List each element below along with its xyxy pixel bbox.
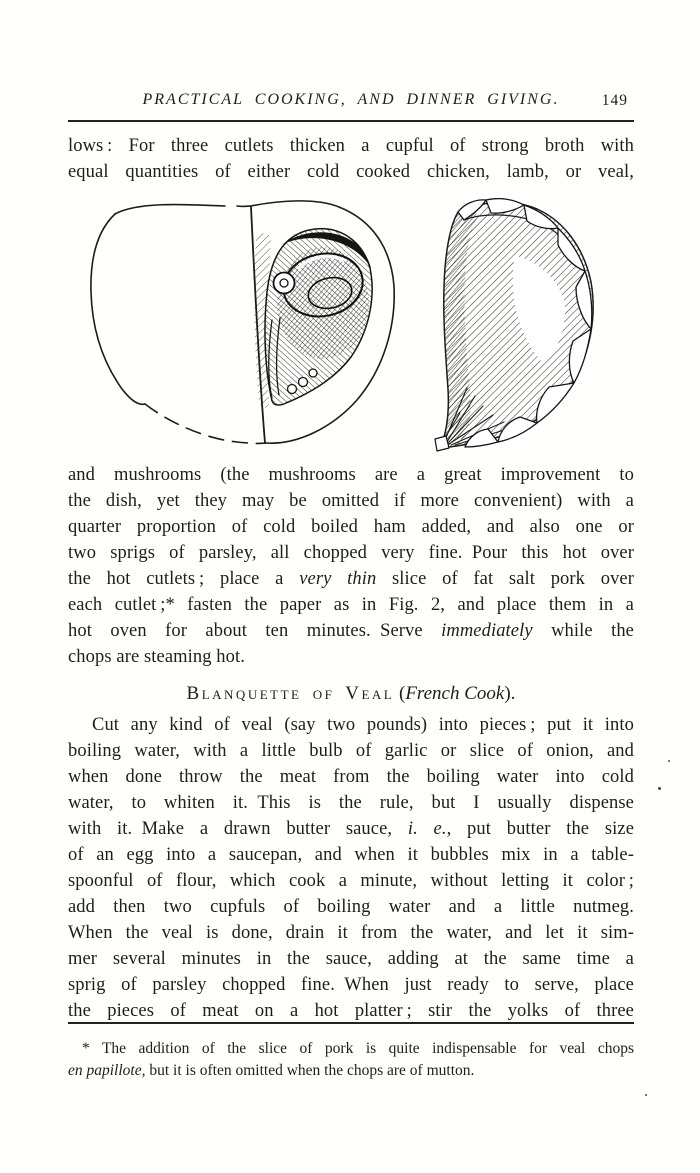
scan-speck <box>658 787 661 790</box>
text-segment: spoonful of flour, which cook a minute, without letting it color ; <box>68 871 634 891</box>
text-segment: slice of fat salt pork over <box>376 569 634 589</box>
header-rule <box>68 120 634 122</box>
text-segment: lows : For three cutlets thicken a cupful of strong broth with <box>68 136 634 156</box>
text-line <box>68 868 634 894</box>
text-line <box>68 972 634 998</box>
page-number: 149 <box>601 92 628 109</box>
text-segment: when done throw the meat from the boiling water into cold <box>68 767 634 787</box>
text-segment: with it. Make a drawn butter sauce, <box>68 819 408 839</box>
text-segment: very thin <box>299 569 377 589</box>
text-segment: * The addition of the slice of pork is quite indispensable for veal chops <box>82 1040 634 1057</box>
text-segment: en papillote <box>68 1061 142 1079</box>
text-line <box>68 540 634 566</box>
text-segment: sprig of parsley chopped fine. When just ready to serve, place <box>68 975 634 995</box>
paragraph-cutlet-sauce <box>68 462 634 670</box>
text-segment: chops are steaming hot. <box>68 647 245 667</box>
text-line <box>68 1038 634 1060</box>
text-segment: two sprigs of parsley, all chopped very fine. Pour this hot over <box>68 543 634 563</box>
text-segment: the hot cutlets ; place a <box>68 569 300 589</box>
text-segment: the pieces of meat on a hot platter ; stir the yolks of three <box>68 1001 634 1021</box>
text-line <box>68 764 634 790</box>
scan-speck <box>668 760 670 762</box>
footnote-rule <box>68 1022 634 1024</box>
text-segment: French Cook <box>405 683 505 704</box>
text-segment: of an egg into a saucepan, and when it bubbles mix in a table- <box>68 845 634 865</box>
text-line <box>68 514 634 540</box>
text-line <box>68 738 634 764</box>
text-segment: mer several minutes in the sauce, adding at the same time a <box>68 949 634 969</box>
running-title: PRACTICAL COOKING, AND DINNER GIVING. <box>142 91 560 108</box>
running-header <box>68 91 634 115</box>
text-line <box>68 618 634 644</box>
text-segment: each cutlet ;* fasten the paper as in Fig. 2, and place them in a <box>68 595 634 615</box>
text-line <box>68 133 634 159</box>
text-line <box>68 816 634 842</box>
text-segment: ( <box>394 683 406 704</box>
text-segment: put butter the size <box>451 819 635 839</box>
paragraph-blanquette <box>68 712 634 1024</box>
text-line <box>68 998 634 1024</box>
text-line <box>68 644 634 670</box>
text-segment: immediately <box>441 621 533 641</box>
text-line <box>68 1060 634 1082</box>
engraving-folded-paper-case <box>435 199 593 451</box>
text-segment: quarter proportion of cold boiled ham added, and also one or <box>68 517 634 537</box>
figure-papillote-engravings <box>85 198 645 456</box>
text-line <box>68 712 634 738</box>
text-line <box>68 894 634 920</box>
text-segment: i. e., <box>407 819 452 839</box>
text-line <box>68 946 634 972</box>
text-segment: Cut any kind of veal (say two pounds) into pieces ; put it into <box>92 715 634 735</box>
text-line <box>68 790 634 816</box>
scan-speck <box>645 1094 647 1096</box>
text-line <box>68 842 634 868</box>
text-segment: water, to whiten it. This is the rule, but I usually dispense <box>68 793 634 813</box>
footnote <box>68 1038 634 1081</box>
text-line <box>68 159 634 185</box>
text-line <box>68 462 634 488</box>
engraving-open-paper-case <box>91 201 394 444</box>
text-segment: When the veal is done, drain it from the water, and let it sim- <box>68 923 634 943</box>
text-segment: equal quantities of either cold cooked chicken, lamb, or veal, <box>68 162 634 182</box>
text-line <box>68 592 634 618</box>
text-segment: Blanquette of Veal <box>186 683 395 704</box>
text-line <box>68 566 634 592</box>
text-segment: ). <box>504 683 516 704</box>
text-segment: boiling water, with a little bulb of garlic or slice of onion, and <box>68 741 634 761</box>
text-segment: hot oven for about ten minutes. Serve <box>68 621 442 641</box>
engraving-svg <box>85 198 645 456</box>
text-segment: add then two cupfuls of boiling water and a little nutmeg. <box>68 897 634 917</box>
text-line <box>68 488 634 514</box>
text-segment: and mushrooms (the mushrooms are a great improvement to <box>68 465 634 485</box>
text-segment: , but it is often omitted when the chops are of mutton. <box>141 1061 475 1079</box>
text-line <box>68 920 634 946</box>
text-segment: while the <box>532 621 634 641</box>
recipe-heading <box>68 681 634 707</box>
paragraph-continuation <box>68 133 634 185</box>
text-segment: the dish, yet they may be omitted if more convenient) with a <box>68 491 634 511</box>
